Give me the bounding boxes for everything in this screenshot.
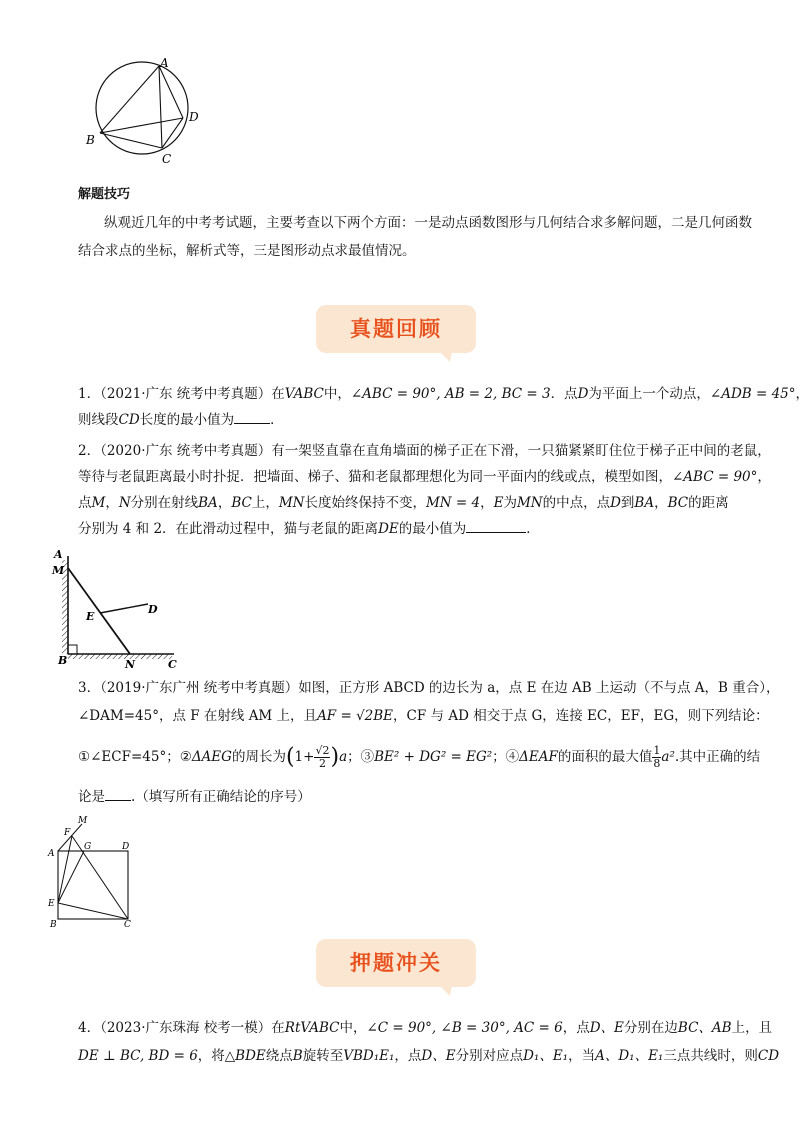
label-C: C [124,920,131,930]
q1-text: 则线段 [78,412,119,428]
circle [96,62,188,154]
label-E: E [86,610,95,623]
q3-frac-den: 2 [318,757,326,770]
tips-heading: 解题技巧 [78,187,131,202]
label-M: M [78,816,88,826]
q2-math: BA [198,495,218,511]
q1-text: 中， [323,386,351,402]
q4-text: ，点 [562,1020,590,1036]
q4-math: BC、AB [677,1020,732,1036]
label-N: N [125,658,136,671]
q1-text: ， [795,386,809,402]
q4-math: ∠C = 90°, ∠B = 30°, AC = 6 [366,1020,563,1036]
q4-text: 旋转至 [302,1048,344,1064]
q4-math: VBD₁E₁ [343,1048,395,1064]
q3-text: 论是 [78,789,105,805]
q3-fraction [314,745,330,770]
answer-blank[interactable] [234,423,270,424]
q1-math: CD [118,412,140,428]
label-B: B [86,133,95,147]
label-D: D [148,603,158,616]
label-G: G [84,842,92,852]
banner-tail [440,352,452,362]
segment-FC [72,836,128,919]
q1-text: 长度的最小值为 [139,412,235,428]
q2-text: 到 [620,495,635,511]
q3-text: ∠DAM=45°，点 F 在射线 AM 上，且 [78,708,318,724]
label-C: C [162,152,172,166]
label-D: D [189,110,199,124]
question-3-line-2 [78,703,769,729]
label-B: B [58,654,68,667]
q2-text: ， [480,495,494,511]
q3-math: ΔAEG [191,749,232,765]
q2-text: ， [654,495,668,511]
q4-text: 分别在边 [623,1020,678,1036]
ladder-MN [68,568,130,654]
q2-text: ， [757,469,771,485]
section-banner-practice [316,939,476,987]
question-2-line-1: 2．（2020·广东 统考中考真题）有一架竖直靠在直角墙面的梯子正在下滑，一只猫紧紧盯住位于梯子正中间的老鼠， [78,443,771,459]
q2-text: ． [526,521,540,537]
q4-text: ，点 [394,1048,422,1064]
q2-math: E [493,495,504,511]
tips-line-1: 纵观近几年的中考考试题，主要考查以下两个方面：一是动点函数图形与几何结合求多解问题，二是几何函数 [104,215,752,231]
q1-text: ． [270,412,284,428]
q2-text: 的最小值为 [398,521,467,537]
segment-AD [159,66,183,118]
question-1-line-2 [78,407,284,433]
q4-math: D、E [589,1020,624,1036]
q2-text: ， [217,495,232,511]
label-A: A [54,548,63,561]
q4-text: ，当 [568,1048,596,1064]
segment-EF [58,836,72,903]
ladder-figure [50,546,190,671]
answer-blank[interactable] [466,532,526,533]
q3-math: ΔEAF [519,749,558,765]
q1-math: ∠ABC = 90°, AB = 2, BC = 3 [350,386,551,402]
question-3-line-4 [78,784,311,810]
q2-text: 的距离 [688,495,729,511]
q4-math: RtVABC [284,1020,340,1036]
q2-math: DE [378,521,399,537]
q2-text: 等待与老鼠距离最小时扑捉．把墙面、梯子、猫和老鼠都理想化为同一平面内的线或点，模型如图， [78,469,672,485]
q3-text: ①∠ECF=45°；② [78,749,192,765]
q1-math: VABC [284,386,324,402]
q3-paren-expr: ( [285,744,295,770]
question-4-line-1 [78,1015,772,1041]
q2-math: MN [278,495,305,511]
q4-text: ，将 [197,1048,225,1064]
question-2-line-4 [78,516,540,542]
q2-math: N [118,495,131,511]
tips-line-2: 结合求点的坐标，解析式等，三是图形动点求最值情况。 [78,243,416,259]
q3-frac-num: 1 [653,744,661,757]
q2-text: 点 [78,495,92,511]
question-2-line-2 [78,464,771,490]
square-ABCD [58,851,128,919]
label-M: M [52,564,65,577]
q3-paren-close: ) [330,744,340,770]
q4-text: 分别对应点 [455,1048,524,1064]
question-2-line-3 [78,490,729,516]
label-D: D [122,842,130,852]
q3-text: .其中正确的结 [674,749,761,765]
label-C: C [168,658,177,671]
question-3-line-3 [78,740,760,775]
banner-tail [440,986,452,996]
label-F: F [64,828,71,838]
q2-text: 分别为 4 和 2．在此滑动过程中，猫与老鼠的距离 [78,521,379,537]
q3-frac-den: 8 [653,757,661,770]
answer-blank[interactable] [105,800,131,801]
q2-math: BA [634,495,655,511]
q1-text: 1．（2021·广东 统考中考真题）在 [78,386,285,402]
q2-text: ， [105,495,119,511]
label-A: A [160,56,169,70]
q2-math: D [610,495,621,511]
section-banner-label: 押题冲关 [350,951,442,975]
section-banner-review [316,305,476,353]
question-4-line-2 [78,1043,794,1069]
segment-ED [100,604,148,613]
segment-BD [100,118,183,133]
label-E: E [48,899,55,909]
q3-text: 的周长为 [231,749,286,765]
q4-math: △BDE [224,1048,266,1064]
q3-text: ，CF 与 AD 相交于点 G，连接 EC，EF，EG，则下列结论： [393,708,769,724]
q1-math: ∠ADB = 45° [709,386,796,402]
segment-EC [58,903,128,919]
q2-math: BC [231,495,252,511]
q4-text: 绕点 [265,1048,293,1064]
q2-math: MN [516,495,543,511]
segment-AC [159,66,162,148]
q3-math: 1+ [294,749,315,765]
question-1-line-1 [78,381,809,407]
q4-text: 4．（2023·广东珠海 校考一模）在 [78,1020,285,1036]
q1-text: ．点 [550,386,578,402]
q4-math: DE ⊥ BC, BD = 6 [78,1048,198,1064]
q4-text: 中， [339,1020,367,1036]
q4-math: A、D₁、E₁ [595,1048,664,1064]
q2-text: 的中点，点 [542,495,611,511]
q3-math: a² [661,749,675,765]
q4-text: 三点共线时，则 [663,1048,758,1064]
section-banner-label: 真题回顾 [350,317,442,341]
q4-math: B [292,1048,303,1064]
label-B: B [50,920,57,930]
question-3-line-1: 3．（2019·广东广州 统考中考真题）如图，正方形 ABCD 的边长为 a，点 E 在边 AB 上运动（不与点 A，B 重合）， [78,680,780,696]
q3-text: ；④ [492,749,520,765]
q3-math: AF = √2BE [317,708,394,724]
square-figure [44,813,144,933]
q2-math: MN = 4 [425,495,481,511]
q2-math: BC [667,495,689,511]
circle-figure [80,55,215,170]
q3-math: a [339,749,348,765]
q3-text: ；③ [347,749,375,765]
q2-text: 长度始终保持不变， [304,495,426,511]
q2-text: 为 [503,495,517,511]
q1-math: D [577,386,589,402]
q4-math: CD [757,1048,780,1064]
q2-math: ∠ABC = 90° [672,469,758,485]
q2-text: 分别在射线 [130,495,199,511]
q3-frac-num: √2 [315,744,330,757]
q2-text: 上， [251,495,279,511]
right-angle-mark [68,645,77,654]
q4-math: D、E [421,1048,456,1064]
label-A: A [48,849,55,859]
q3-math: BE² + DG² = EG² [374,749,493,765]
q4-math: D₁、E₁ [523,1048,569,1064]
q3-text: .（填写所有正确结论的序号） [131,789,311,805]
q4-text: 上，且 [731,1020,773,1036]
q2-math: M [91,495,106,511]
segment-CD [162,118,183,148]
q1-text: 为平面上一个动点， [588,386,710,402]
segment-EG [58,851,84,903]
q3-text: 的面积的最大值 [557,749,653,765]
